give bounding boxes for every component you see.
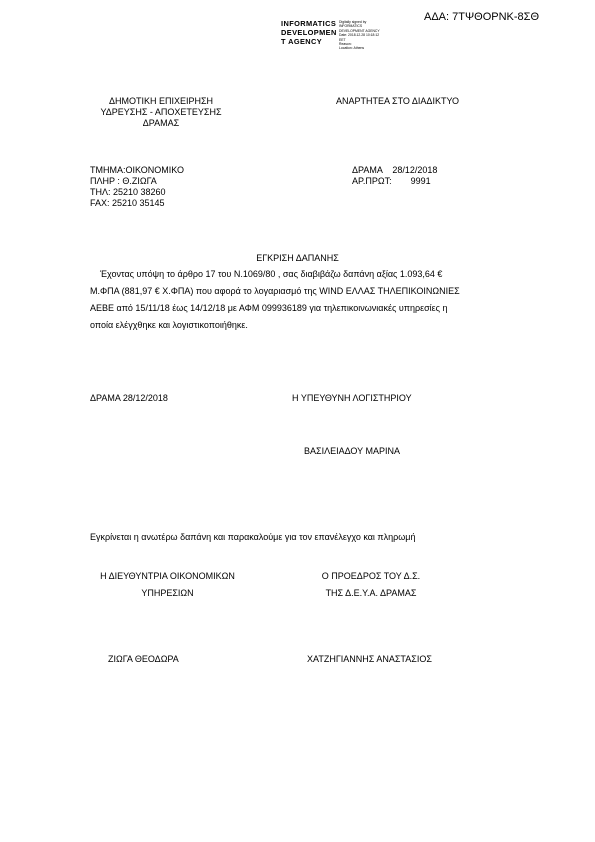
stamp-detail-line: Location: Athens <box>339 46 365 51</box>
signoff-role: Η ΥΠΕΥΘΥΝΗ ΛΟΓΙΣΤΗΡΙΟΥ <box>292 393 412 403</box>
left-signatory-name: ΖΙΩΓΑ ΘΕΟΔΩΡΑ <box>108 654 179 664</box>
right-signatory-name: ΧΑΤΖΗΓΙΑΝΝΗΣ ΑΝΑΣΤΑΣΙΟΣ <box>307 654 432 664</box>
stamp-detail-line: EET <box>339 37 346 42</box>
ada-code: ΑΔΑ: 7ΤΨΘΟΡΝΚ-8ΣΘ <box>424 11 540 23</box>
left-title-line: ΥΠΗΡΕΣΙΩΝ <box>141 588 194 598</box>
right-signatory-title <box>296 568 446 602</box>
body-paragraph <box>90 266 522 334</box>
right-title-line: Ο ΠΡΟΕΔΡΟΣ ΤΟΥ Δ.Σ. <box>321 571 421 581</box>
issuer-line: ΔΡΑΜΑΣ <box>142 118 180 128</box>
right-title-line: ΤΗΣ Δ.Ε.Υ.Α. ΔΡΑΜΑΣ <box>325 588 417 598</box>
subject-title: ΕΓΚΡΙΣΗ ΔΑΠΑΝΗΣ <box>256 253 339 263</box>
issuer-line: ΥΔΡΕΥΣΗΣ - ΑΠΟΧΕΤΕΥΣΗΣ <box>100 107 222 117</box>
stamp-line: T AGENCY <box>281 37 323 46</box>
protocol-label: ΑΡ.ΠΡΩΤ: <box>352 176 392 186</box>
document-date: ΔΡΑΜΑ 28/12/2018 <box>352 165 438 175</box>
body-line: ΑΕΒΕ από 15/11/18 έως 14/12/18 με ΑΦΜ 099936189 για τηλεπικοινωνιακές υπηρεσίες η <box>90 303 448 313</box>
digital-signature-stamp <box>281 20 426 60</box>
signoff-name: ΒΑΣΙΛΕΙΑΔΟΥ ΜΑΡΙΝΑ <box>304 446 400 456</box>
stamp-line: DEVELOPMEN <box>281 28 337 37</box>
body-line: οποία ελέγχθηκε και λογιστικοποιήθηκε. <box>90 320 248 330</box>
stamp-detail-line: Date: 2018.12.28 10:18:12 <box>339 33 380 38</box>
stamp-detail-line: DEVELOPMENT AGENCY <box>339 28 380 33</box>
stamp-line: INFORMATICS <box>281 19 337 28</box>
stamp-detail-line: INFORMATICS <box>339 24 363 29</box>
contact-person: ΠΛΗΡ : Θ.ΖΙΩΓΑ <box>90 176 157 186</box>
date-reference <box>352 165 437 187</box>
approval-text: Εγκρίνεται η ανωτέρω δαπάνη και παρακαλούμε για τον επανέλεγχο και πληρωμή <box>90 532 416 542</box>
left-title-line: Η ΔΙΕΥΘΥΝΤΡΙΑ ΟΙΚΟΝΟΜΙΚΩΝ <box>100 571 235 581</box>
signoff-date: ΔΡΑΜΑ 28/12/2018 <box>90 393 168 403</box>
stamp-detail-line: Digitally signed by <box>339 20 367 24</box>
issuer-name <box>86 96 236 129</box>
protocol-line <box>352 176 437 187</box>
posting-note: ΑΝΑΡΤΗΤΕΑ ΣΤΟ ΔΙΑΔΙΚΤΥΟ <box>336 96 459 106</box>
department-name: ΤΜΗΜΑ:ΟΙΚΟΝΟΜΙΚΟ <box>90 165 184 175</box>
department-info <box>90 165 184 209</box>
protocol-number: 9991 <box>410 176 431 186</box>
stamp-details <box>339 20 380 51</box>
issuer-line: ΔΗΜΟΤΙΚΗ ΕΠΙΧΕΙΡΗΣΗ <box>108 96 214 106</box>
left-signatory-title <box>80 568 255 602</box>
stamp-detail-line: Reason: <box>339 42 352 47</box>
fax: FAX: 25210 35145 <box>90 198 165 208</box>
body-line: Έχοντας υπόψη το άρθρο 17 του Ν.1069/80 , σας διαβιβάζω δαπάνη αξίας 1.093,64 € <box>100 269 443 279</box>
body-line: Μ.ΦΠΑ (881,97 € Χ.ΦΠΑ) που αφορά το λογαριασμό της WIND ΕΛΛΑΣ ΤΗΛΕΠΙΚΟΙΝΩΝΙΕΣ <box>90 286 460 296</box>
phone: ΤΗΛ: 25210 38260 <box>90 187 166 197</box>
